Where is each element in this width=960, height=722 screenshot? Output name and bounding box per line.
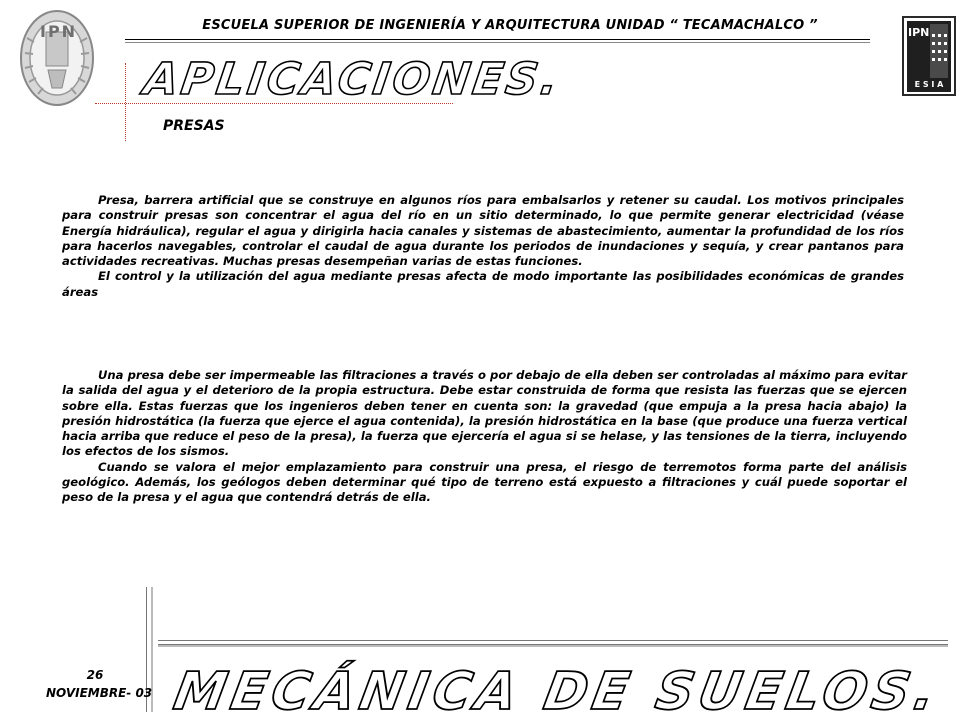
footer-date: NOVIEMBRE- 03: [46, 686, 153, 700]
title-divider-vertical: [125, 63, 126, 141]
paragraph: Cuando se valora el mejor emplazamiento para construir una presa, el riesgo de terremotos forma parte del análisis geológico. Además, los geólogos deben determinar qué tipo de terreno está expuesto a filtraciones y cuál puede soportar el peso de la presa y el agua que contendrá detrás de ella.: [62, 459, 907, 505]
esia-logo-bottom-text: E S I A: [914, 80, 944, 89]
page-number: 26: [86, 668, 104, 682]
esia-logo: [902, 16, 956, 96]
esia-logo-top-text: IPN: [908, 26, 930, 39]
school-header: ESCUELA SUPERIOR DE INGENIERÍA Y ARQUITECTURA UNIDAD “ TECAMACHALCO ”: [202, 18, 818, 33]
text-block-1: [62, 193, 904, 300]
section-subtitle: PRESAS: [163, 118, 225, 134]
footer-horizontal-rule-2: [158, 645, 948, 647]
course-title: MECÁNICA DE SUELOS.: [169, 662, 945, 722]
paragraph: Presa, barrera artificial que se construye en algunos ríos para embalsarlos y retener su caudal. Los motivos principales para construir presas son concentrar el agua del río en un sitio determinado, lo que permite generar electricidad (véase Energía hidráulica), regular el agua y dirigirla hacia canales y sistemas de abastecimiento, aumentar la profundidad de los ríos para hacerlos navegables, controlar el caudal de agua durante los periodos de inundaciones y sequía, y crear pantanos para actividades recreativas. Muchas presas desempeñan varias de estas funciones.: [62, 193, 904, 269]
ipn-logo-text: IPN: [40, 22, 78, 41]
header-rule: [125, 39, 870, 40]
paragraph: El control y la utilización del agua mediante presas afecta de modo importante las posibilidades económicas de grandes áreas: [62, 269, 904, 299]
header-rule-thin: [125, 42, 870, 43]
page-title: APLICACIONES.: [140, 54, 565, 105]
text-block-2: [62, 368, 907, 506]
ipn-logo: [18, 8, 96, 108]
paragraph: Una presa debe ser impermeable las filtraciones a través o por debajo de ella deben ser controladas al máximo para evitar la salida del agua y el deterioro de la propia estructura. Debe estar construida de forma que resista las fuerzas que se ejercen sobre ella. Estas fuerzas que los ingenieros deben tener en cuenta son: la gravedad (que empuja a la presa hacia abajo) la presión hidrostática (la fuerza que ejerce el agua contenida), la presión hidrostática en la base (que produce una fuerza vertical hacia arriba que reduce el peso de la presa), la fuerza que ejercería el agua si se helase, y las tensiones de la tierra, incluyendo los efectos de los sismos.: [62, 368, 907, 459]
